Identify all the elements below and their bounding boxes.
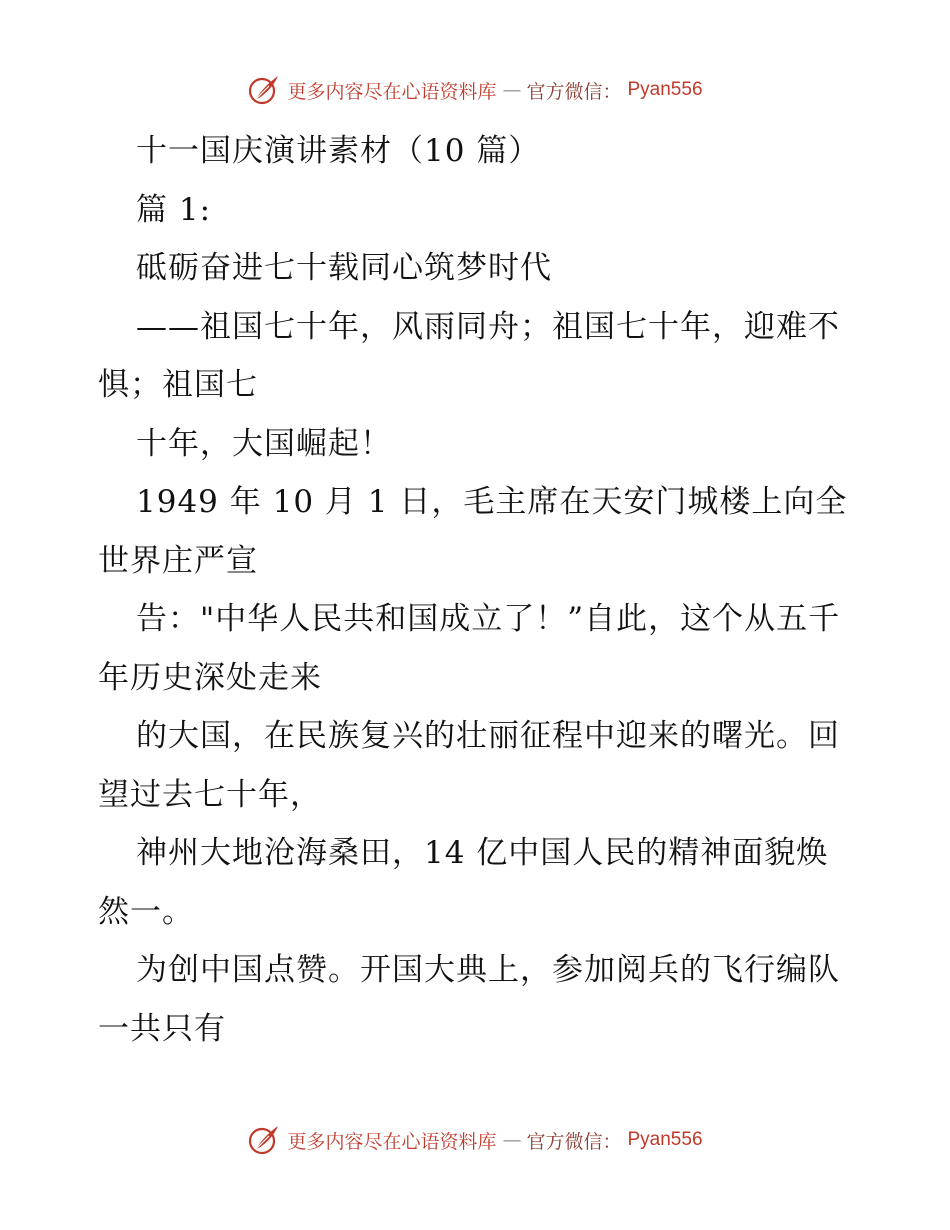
section-heading: 篇 1: [136,191,212,228]
footer-watermark-banner [0,1120,950,1160]
paragraph: 1949 年 10 月 1 日，毛主席在天安门城楼上向全世界庄严宣 [98,484,848,579]
watermark-separator: — [502,1129,521,1151]
watermark-main-text: 更多内容尽在心语资料库 [287,1130,497,1153]
paragraph: ——祖国七十年，风雨同舟；祖国七十年，迎难不惧；祖国七 [98,308,840,403]
header-watermark-banner [0,70,950,110]
watermark-account-id: Pyan556 [627,79,703,100]
speech-title: 砥砺奋进七十载同心筑梦时代 [136,250,552,286]
watermark-main-text: 更多内容尽在心语资料库 [287,80,497,103]
paragraph: 告："中华人民共和国成立了！”自此，这个从五千年历史深处走来 [98,601,841,696]
watermark-content [247,73,702,107]
watermark-official-label: 官方微信： [526,80,622,103]
watermark-separator: — [502,79,521,101]
document-title: 十一国庆演讲素材（10 篇） [136,133,541,169]
paragraph: 神州大地沧海桑田，14 亿中国人民的精神面貌焕然一。 [98,835,829,930]
paragraph: 十年，大国崛起！ [136,425,392,462]
paragraph: 为创中国点赞。开国大典上，参加阅兵的飞行编队一共只有 [98,952,840,1047]
watermark-content [247,1123,702,1157]
watermark-account-id: Pyan556 [627,1129,703,1150]
watermark-official-label: 官方微信： [526,1130,622,1153]
paragraph: 的大国，在民族复兴的壮丽征程中迎来的曙光。回望过去七十年， [98,718,840,813]
feather-quill-icon [247,1123,281,1157]
feather-quill-icon [247,73,281,107]
document-body [98,122,858,1058]
